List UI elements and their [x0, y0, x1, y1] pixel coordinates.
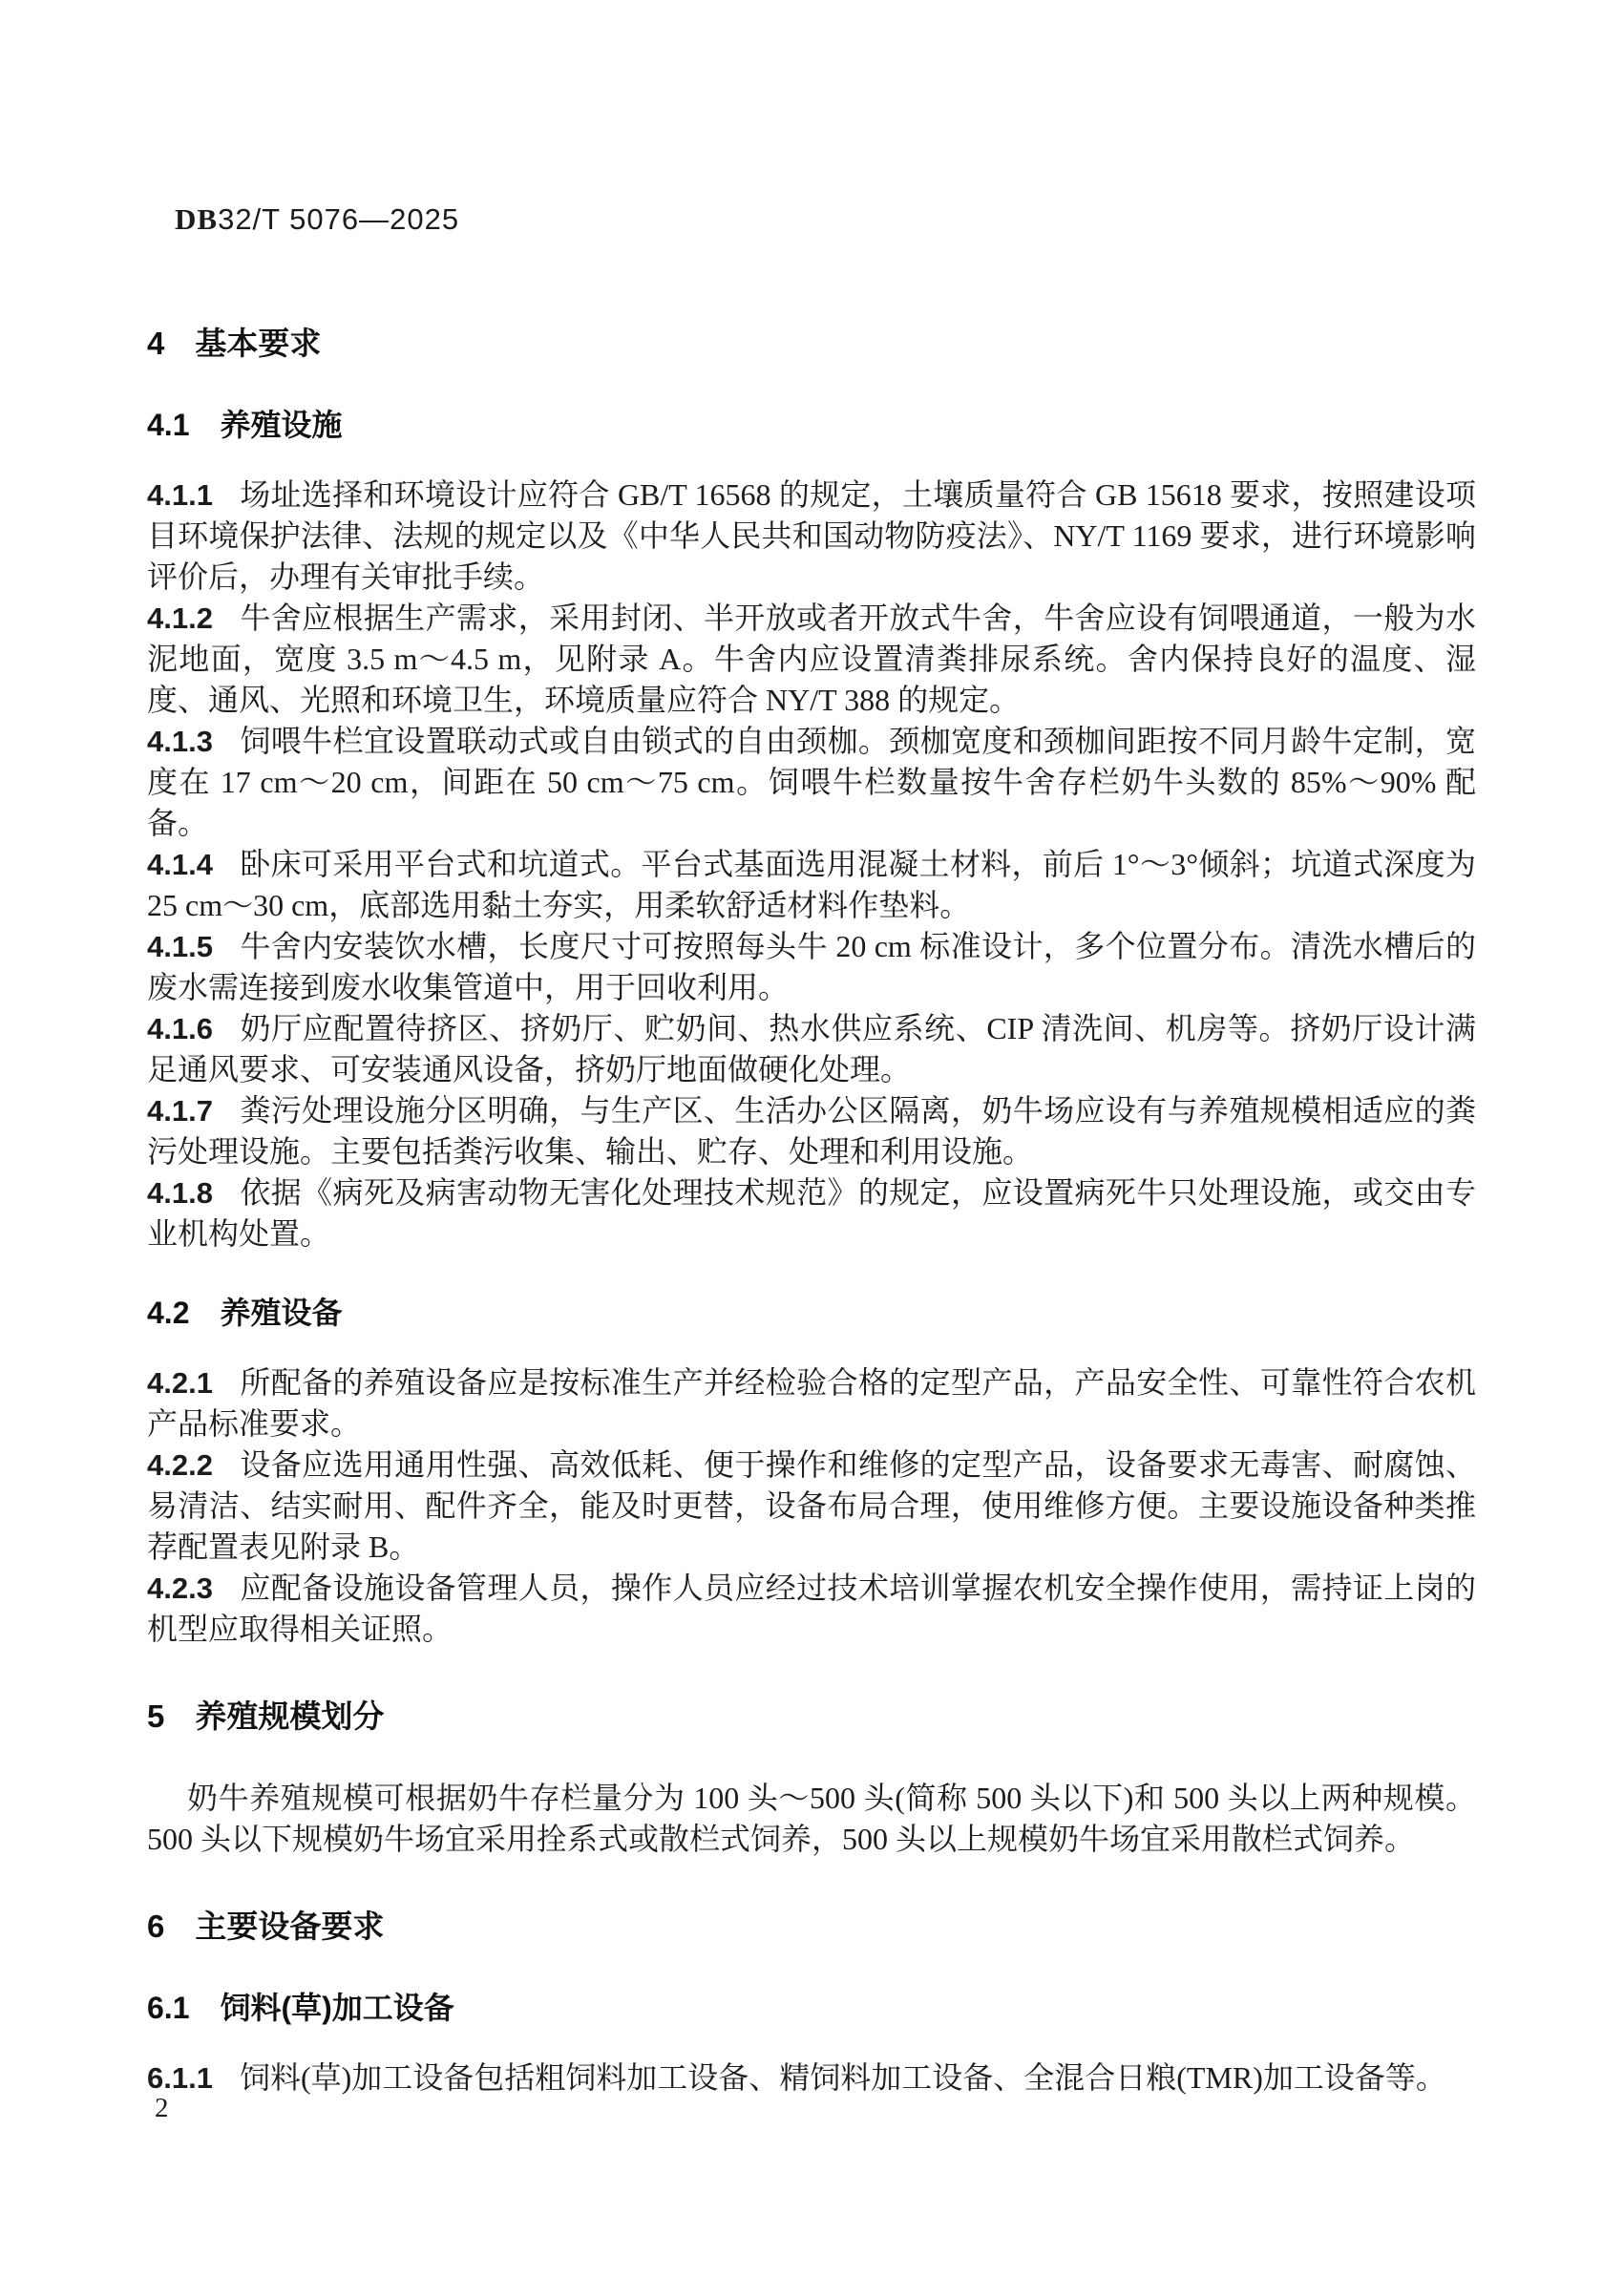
- clause-4-1-7: [147, 1090, 1476, 1172]
- section-number: 6: [147, 1909, 165, 1944]
- clause-number: 4.1.7: [147, 1094, 213, 1128]
- clause-text: 牛舍内安装饮水槽，长度尺寸可按照每头牛 20 cm 标准设计，多个位置分布。清洗水槽后的废水需连接到废水收集管道中，用于回收利用。: [147, 929, 1476, 1004]
- clause-text: 饲喂牛栏宜设置联动式或自由锁式的自由颈枷。颈枷宽度和颈枷间距按不同月龄牛定制，宽度在 17 cm～20 cm，间距在 50 cm～75 cm。饲喂牛栏数量按牛舍存栏奶牛头数的 85%～90% 配备。: [147, 724, 1476, 840]
- clause-text: 卧床可采用平台式和坑道式。平台式基面选用混凝土材料，前后 1°～3°倾斜；坑道式深度为 25 cm～30 cm，底部选用黏土夯实，用柔软舒适材料作垫料。: [147, 847, 1476, 922]
- clause-text: 所配备的养殖设备应是按标准生产并经检验合格的定型产品，产品安全性、可靠性符合农机产品标准要求。: [147, 1365, 1476, 1441]
- subsection-heading-4-2: [147, 1293, 1476, 1334]
- clause-number: 4.1.5: [147, 930, 213, 963]
- paragraph-5: 奶牛养殖规模可根据奶牛存栏量分为 100 头～500 头(简称 500 头以下)和 500 头以上两种规模。500 头以下规模奶牛场宜采用拴系式或散栏式饲养，500 头以上规模奶牛场宜采用散栏式饲养。: [147, 1781, 1476, 1856]
- clause-number: 6.1.1: [147, 2061, 213, 2095]
- section-number: 4: [147, 326, 165, 361]
- clause-6-1-1: [147, 2057, 1476, 2099]
- clause-number: 4.1.4: [147, 848, 213, 881]
- section-heading-5: [147, 1696, 1476, 1738]
- subsection-title: 养殖设备: [220, 1296, 343, 1330]
- standard-number-prefix: DB: [175, 202, 219, 236]
- subsection-title: 养殖设施: [220, 408, 343, 442]
- standard-number-rest: 32/T 5076—2025: [218, 202, 460, 236]
- subsection-number: 4.1: [147, 408, 190, 442]
- section-heading-6: [147, 1906, 1476, 1948]
- clause-text: 奶厅应配置待挤区、挤奶厅、贮奶间、热水供应系统、CIP 清洗间、机房等。挤奶厅设计满足通风要求、可安装通风设备，挤奶厅地面做硬化处理。: [147, 1011, 1476, 1086]
- clause-text: 设备应选用通用性强、高效低耗、便于操作和维修的定型产品，设备要求无毒害、耐腐蚀、易清洁、结实耐用、配件齐全，能及时更替，设备布局合理，使用维修方便。主要设施设备种类推荐配置表见附录 B。: [147, 1447, 1476, 1564]
- clause-4-1-5: [147, 926, 1476, 1008]
- clause-number: 4.1.8: [147, 1176, 213, 1210]
- section-title: 基本要求: [195, 326, 322, 361]
- subsection-number: 6.1: [147, 1991, 190, 2025]
- clause-number: 4.2.3: [147, 1571, 213, 1605]
- subsection-heading-4-1: [147, 405, 1476, 446]
- clause-text: 场址选择和环境设计应符合 GB/T 16568 的规定，土壤质量符合 GB 15618 要求，按照建设项目环境保护法律、法规的规定以及《中华人民共和国动物防疫法》、NY/T 1169 要求，进行环境影响评价后，办理有关审批手续。: [147, 477, 1476, 594]
- clause-4-1-2: [147, 598, 1476, 721]
- page-number: 2: [155, 2093, 169, 2123]
- section-number: 5: [147, 1698, 165, 1734]
- section-heading-4: [147, 323, 1476, 365]
- clause-number: 4.1.6: [147, 1012, 213, 1045]
- clause-4-2-1: [147, 1362, 1476, 1445]
- clause-4-1-6: [147, 1008, 1476, 1090]
- clause-4-1-4: [147, 844, 1476, 926]
- clause-4-1-1: [147, 475, 1476, 598]
- document-body: [147, 323, 1476, 2099]
- clause-number: 4.2.2: [147, 1448, 213, 1482]
- subsection-heading-6-1: [147, 1988, 1476, 2029]
- clause-number: 4.1.2: [147, 601, 213, 635]
- clause-4-2-3: [147, 1568, 1476, 1650]
- subsection-title: 饲料(草)加工设备: [220, 1991, 454, 2025]
- clause-text: 依据《病死及病害动物无害化处理技术规范》的规定，应设置病死牛只处理设施，或交由专业机构处置。: [147, 1175, 1476, 1251]
- clause-4-1-8: [147, 1172, 1476, 1255]
- standard-number: [175, 202, 459, 237]
- clause-text: 饲料(草)加工设备包括粗饲料加工设备、精饲料加工设备、全混合日粮(TMR)加工设备等。: [239, 2060, 1446, 2095]
- clause-number: 4.1.3: [147, 725, 213, 758]
- section-title: 养殖规模划分: [195, 1698, 385, 1734]
- subsection-number: 4.2: [147, 1296, 190, 1330]
- clause-4-1-3: [147, 721, 1476, 844]
- clause-number: 4.1.1: [147, 478, 213, 512]
- clause-4-2-2: [147, 1445, 1476, 1568]
- clause-number: 4.2.1: [147, 1366, 213, 1400]
- section-title: 主要设备要求: [195, 1909, 385, 1944]
- clause-text: 牛舍应根据生产需求，采用封闭、半开放或者开放式牛舍，牛舍应设有饲喂通道，一般为水泥地面，宽度 3.5 m～4.5 m，见附录 A。牛舍内应设置清粪排尿系统。舍内保持良好的温度、湿度、通风、光照和环境卫生，环境质量应符合 NY/T 388 的规定。: [147, 601, 1476, 717]
- clause-text: 应配备设施设备管理人员，操作人员应经过技术培训掌握农机安全操作使用，需持证上岗的机型应取得相关证照。: [147, 1571, 1476, 1646]
- clause-text: 粪污处理设施分区明确，与生产区、生活办公区隔离，奶牛场应设有与养殖规模相适应的粪污处理设施。主要包括粪污收集、输出、贮存、处理和利用设施。: [147, 1093, 1476, 1169]
